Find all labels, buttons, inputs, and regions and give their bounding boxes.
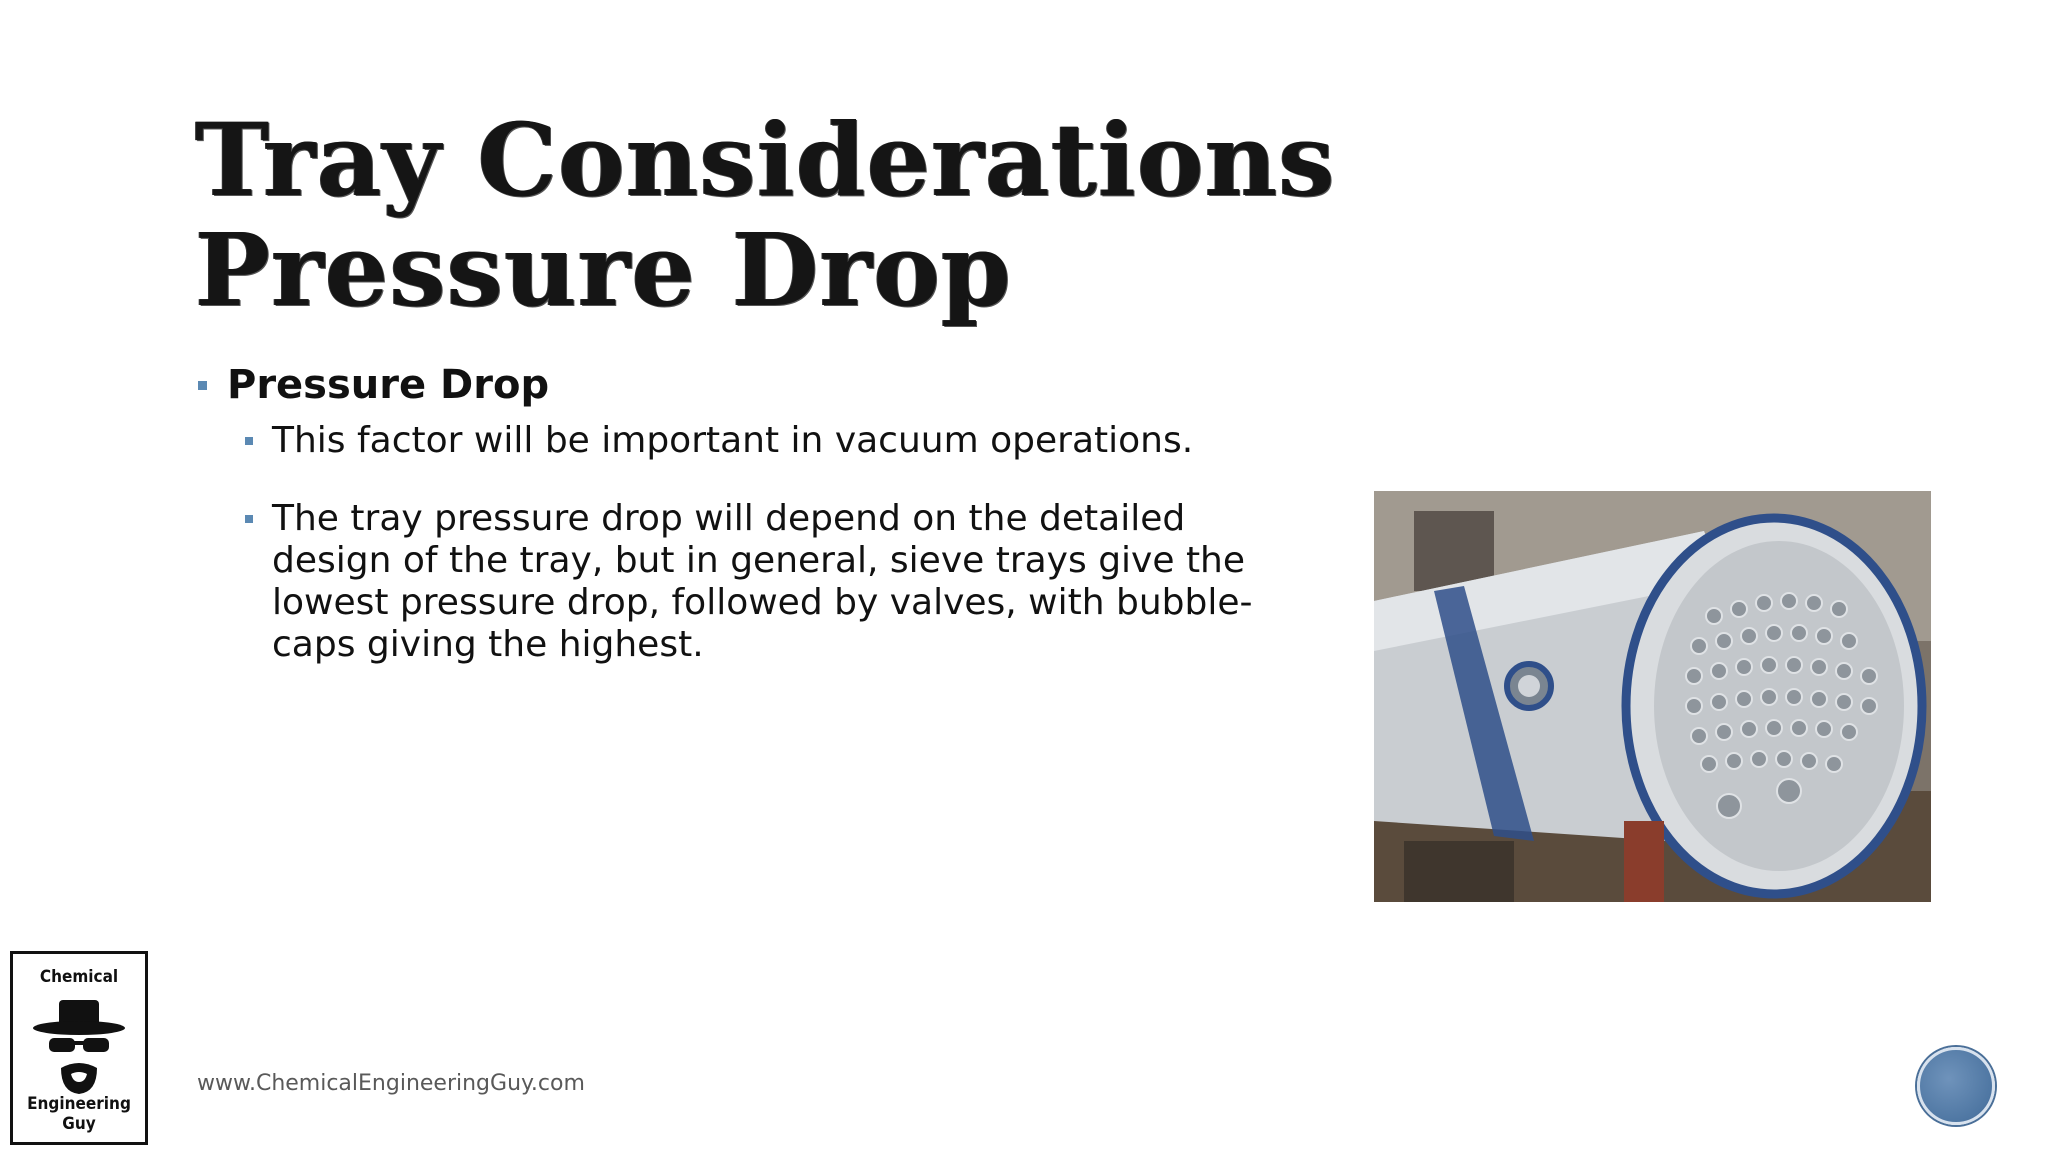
slide-content bbox=[195, 360, 1315, 702]
logo-top-text: Chemical bbox=[39, 967, 119, 987]
slide-title-line-2: Pressure Drop bbox=[195, 211, 1012, 329]
slide-number-circle-icon bbox=[1917, 1047, 1995, 1125]
hat-glasses-beard-icon bbox=[31, 996, 127, 1096]
bullet-text: The tray pressure drop will depend on the detailed design of the tray, but in general, sieve trays give the lowest pressure drop, followed by valves, with bubble-caps giving the highest. bbox=[272, 498, 1253, 665]
bullet-level-2 bbox=[272, 498, 1315, 666]
slide-title-line-1: Tray Considerations bbox=[195, 101, 1336, 219]
square-bullet-icon bbox=[198, 381, 207, 390]
square-bullet-icon bbox=[245, 437, 253, 445]
chemical-engineering-guy-logo bbox=[10, 951, 148, 1145]
tray-column-illustration bbox=[1374, 491, 1931, 902]
footer-website: www.ChemicalEngineeringGuy.com bbox=[197, 1071, 585, 1096]
bullet-text: This factor will be important in vacuum operations. bbox=[272, 420, 1194, 461]
bullet-level-1 bbox=[195, 360, 1315, 410]
bullet-text: Pressure Drop bbox=[227, 362, 550, 408]
bullet-level-2 bbox=[272, 420, 1315, 462]
square-bullet-icon bbox=[245, 515, 253, 523]
tray-column-photo bbox=[1374, 491, 1931, 902]
slide-title bbox=[195, 101, 1336, 329]
logo-bottom-text: Engineering Guy bbox=[27, 1094, 131, 1134]
